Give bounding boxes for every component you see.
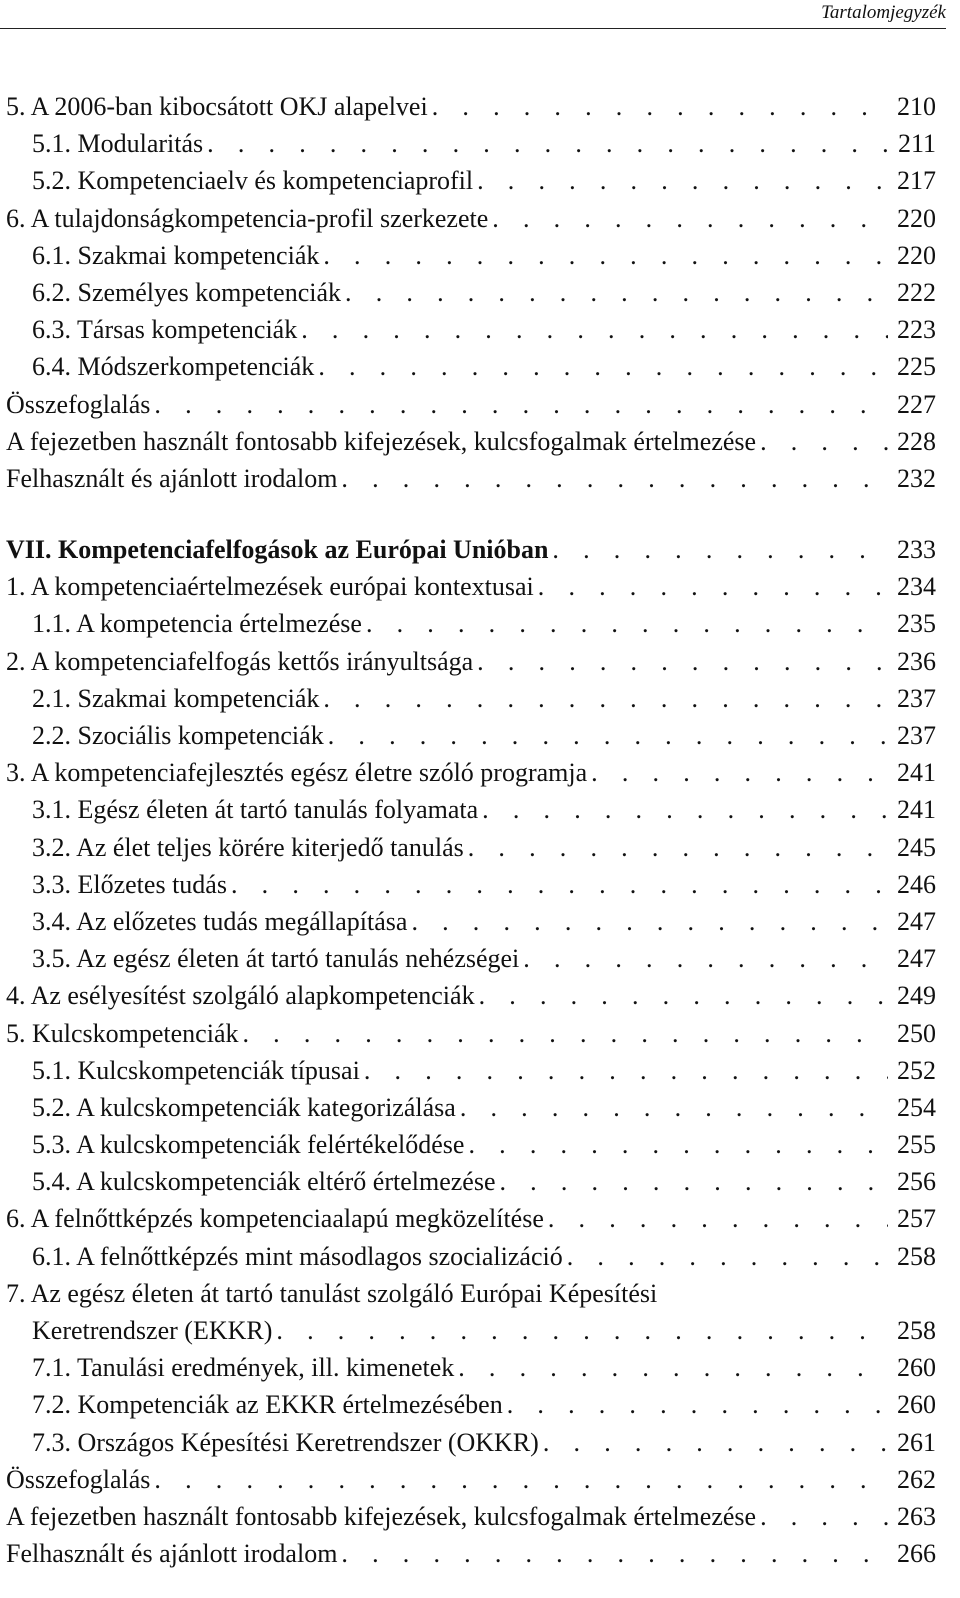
toc-page-number: 256 [897, 1167, 936, 1197]
toc-page-number: 255 [897, 1130, 936, 1160]
toc-entry-title: 6. A tulajdonságkompetencia-profil szerkezete [6, 203, 489, 233]
dot-leader [301, 311, 888, 348]
dot-leader [341, 1535, 888, 1572]
dot-leader [468, 1126, 888, 1163]
toc-page-number: 222 [897, 277, 936, 307]
toc-entry-title: 6.4. Módszerkompetenciák [32, 352, 315, 382]
toc-entry[interactable] [6, 605, 936, 642]
toc-entry-title: 2.2. Szociális kompetenciák [32, 721, 324, 750]
dot-leader [543, 1424, 888, 1461]
toc-page-number: 233 [897, 535, 936, 565]
toc-entry[interactable] [6, 1498, 936, 1535]
toc-entry[interactable] [6, 791, 936, 828]
toc-page-number: 247 [897, 906, 936, 936]
toc-entry[interactable] [6, 460, 936, 497]
toc-page-number: 258 [897, 1241, 936, 1271]
toc-page-number: 257 [897, 1204, 936, 1234]
toc-entry-title: 4. Az esélyesítést szolgáló alapkompetenciák [6, 981, 475, 1011]
toc-entry[interactable] [6, 1126, 936, 1163]
toc-entry-title: 6.1. Szakmai kompetenciák [32, 240, 320, 270]
toc-entry[interactable] [6, 903, 936, 940]
dot-leader [323, 237, 888, 274]
dot-leader [500, 1163, 889, 1200]
toc-page-number: 225 [897, 352, 936, 382]
toc-page-number: 252 [897, 1055, 936, 1085]
toc-entry-title: 5.2. Kompetenciaelv és kompetenciaprofil [32, 166, 474, 196]
toc-entry-title: A fejezetben használt fontosabb kifejezések, kulcsfogalmak értelmezése [6, 1501, 757, 1531]
dot-leader [318, 348, 888, 385]
toc-entry[interactable] [6, 1461, 936, 1498]
toc-entry[interactable] [6, 311, 936, 348]
toc-entry[interactable] [6, 1275, 936, 1312]
toc-entry-title: 5.4. A kulcskompetenciák eltérő értelmezése [32, 1167, 496, 1197]
toc-entry-title: VII. Kompetenciafelfogások az Európai Unióban [6, 535, 549, 565]
toc-page-number: 236 [897, 646, 936, 676]
toc-entry-title: 3.5. Az egész életen át tartó tanulás nehézségei [32, 944, 520, 974]
dot-leader [507, 1386, 888, 1423]
dot-leader [341, 460, 888, 497]
toc-page-number: 260 [897, 1390, 936, 1420]
dot-leader [207, 125, 888, 162]
dot-leader [760, 1498, 888, 1535]
toc-entry-title: 7. Az egész életen át tartó tanulást szolgáló Európai Képesítési [6, 1278, 658, 1308]
toc-entry[interactable] [6, 977, 936, 1014]
toc-entry[interactable] [6, 531, 936, 568]
toc-entry-title: 5.1. Modularitás [32, 129, 204, 159]
dot-leader [567, 1238, 888, 1275]
toc-entry[interactable] [6, 1163, 936, 1200]
toc-entry[interactable] [6, 866, 936, 903]
toc-entry-title: 3.4. Az előzetes tudás megállapítása [32, 906, 408, 936]
toc-page-number: 249 [897, 981, 936, 1011]
toc-page-number: 237 [897, 721, 936, 750]
toc-entry-title: Felhasznált és ajánlott irodalom [6, 1539, 338, 1569]
toc-page-number: 227 [897, 389, 936, 419]
toc-entry-title: 1. A kompetenciaértelmezések európai kontextusai [6, 572, 534, 602]
running-header [0, 0, 946, 29]
dot-leader [538, 568, 888, 605]
toc-entry-title: 2.1. Szakmai kompetenciák [32, 683, 320, 713]
toc-entry[interactable] [6, 1238, 936, 1275]
toc-entry-title: 3. A kompetenciafejlesztés egész életre szóló programja [6, 758, 588, 788]
toc-page-number: 234 [897, 572, 936, 602]
dot-leader [548, 1200, 888, 1237]
toc-page-number: 232 [897, 463, 936, 493]
toc-page-number: 258 [897, 1316, 936, 1345]
toc-entry-title: 6. A felnőttképzés kompetenciaalapú megközelítése [6, 1204, 544, 1234]
toc-entry[interactable] [6, 1015, 936, 1052]
dot-leader [458, 1349, 888, 1386]
dot-leader [460, 1089, 888, 1126]
dot-leader [482, 791, 888, 828]
toc-entry[interactable] [6, 940, 936, 977]
toc-entry[interactable] [6, 125, 936, 162]
toc-entry[interactable] [6, 754, 936, 791]
toc-entry-title: 5.1. Kulcskompetenciák típusai [32, 1055, 360, 1085]
toc-page-number: 246 [897, 869, 936, 899]
toc-entry[interactable] [6, 386, 936, 423]
toc-page-number: 210 [897, 92, 936, 121]
dot-leader [468, 829, 888, 866]
dot-leader [479, 977, 888, 1014]
toc-entry-title: Felhasznált és ajánlott irodalom [6, 463, 338, 493]
toc-section [6, 531, 936, 1572]
dot-leader [477, 643, 888, 680]
dot-leader [366, 605, 888, 642]
toc-entry-title: 7.2. Kompetenciák az EKKR értelmezésében [32, 1390, 503, 1420]
toc-entry[interactable] [6, 829, 936, 866]
toc-page-number: 261 [897, 1427, 936, 1457]
toc-entry[interactable] [6, 717, 936, 754]
dot-leader [345, 274, 888, 311]
dot-leader [591, 754, 888, 791]
running-title: Tartalomjegyzék [821, 2, 946, 23]
toc-entry[interactable] [6, 1349, 936, 1386]
toc-entry[interactable] [6, 423, 936, 460]
toc-entry-title: 6.1. A felnőttképzés mint másodlagos szocializáció [32, 1241, 563, 1271]
toc-page-number: 241 [897, 795, 936, 825]
toc-entry-title: Összefoglalás [6, 1464, 151, 1494]
toc-entry-title: 5. A 2006-ban kibocsátott OKJ alapelvei [6, 92, 428, 121]
toc-page-number: 263 [897, 1501, 936, 1531]
toc-entry-title: 3.2. Az élet teljes körére kiterjedő tanulás [32, 832, 464, 862]
toc-page-number: 262 [897, 1464, 936, 1494]
toc-entry-title: 6.3. Társas kompetenciák [32, 315, 298, 345]
dot-leader [411, 903, 888, 940]
toc-entry[interactable] [6, 680, 936, 717]
toc-page-number: 245 [897, 832, 936, 862]
toc-page-number: 250 [897, 1018, 936, 1048]
dot-leader [492, 200, 888, 237]
toc-page-number: 220 [897, 240, 936, 270]
dot-leader [231, 866, 888, 903]
toc-entry-title: A fejezetben használt fontosabb kifejezések, kulcsfogalmak értelmezése [6, 426, 757, 456]
dot-leader [523, 940, 888, 977]
toc-entry-title: 5.3. A kulcskompetenciák felértékelődése [32, 1130, 465, 1160]
toc-entry[interactable] [6, 1089, 936, 1126]
dot-leader [328, 717, 888, 754]
toc-entry[interactable] [6, 1386, 936, 1423]
toc-entry[interactable] [6, 1200, 936, 1237]
toc-entry-title: 7.3. Országos Képesítési Keretrendszer (OKKR) [32, 1427, 539, 1457]
toc-page-number: 266 [897, 1539, 936, 1569]
toc-entry-title: 2. A kompetenciafelfogás kettős irányultsága [6, 646, 474, 676]
toc-page-number: 247 [897, 944, 936, 974]
toc-entry[interactable] [6, 1535, 936, 1572]
toc-page-number: 237 [897, 683, 936, 713]
toc-entry-title: 5.2. A kulcskompetenciák kategorizálása [32, 1092, 456, 1122]
toc-entry[interactable] [6, 162, 936, 199]
dot-leader [477, 162, 888, 199]
toc-entry[interactable] [6, 348, 936, 385]
toc-entry-title: Összefoglalás [6, 389, 151, 419]
dot-leader [432, 88, 888, 125]
toc-entry-title: 5. Kulcskompetenciák [6, 1018, 239, 1048]
toc-entry-title: 7.1. Tanulási eredmények, ill. kimenetek [32, 1353, 455, 1383]
toc-entry[interactable] [6, 1424, 936, 1461]
dot-leader [243, 1015, 889, 1052]
toc-entry[interactable] [6, 237, 936, 274]
toc-entry-title: 6.2. Személyes kompetenciák [32, 277, 342, 307]
toc-section [6, 88, 936, 497]
toc-page-number: 220 [897, 203, 936, 233]
toc-entry-title: Keretrendszer (EKKR) [32, 1316, 273, 1345]
toc-entry[interactable] [6, 1312, 936, 1349]
dot-leader [760, 423, 888, 460]
dot-leader [276, 1312, 888, 1349]
dot-leader [154, 1461, 888, 1498]
toc-page-number: 217 [897, 166, 936, 196]
toc-page-number: 254 [897, 1092, 936, 1122]
toc-entry[interactable] [6, 200, 936, 237]
toc-page-number: 223 [897, 315, 936, 345]
dot-leader [323, 680, 888, 717]
toc-entry[interactable] [6, 1052, 936, 1089]
toc-page-number: 211 [897, 129, 936, 159]
toc-page-number: 260 [897, 1353, 936, 1383]
toc-entry-title: 3.3. Előzetes tudás [32, 869, 227, 899]
toc-page-number: 228 [897, 426, 936, 456]
toc-entry[interactable] [6, 568, 936, 605]
toc-page-number: 235 [897, 609, 936, 639]
toc-entry[interactable] [6, 643, 936, 680]
toc-entry-title: 3.1. Egész életen át tartó tanulás folyamata [32, 795, 479, 825]
toc-page-number: 241 [897, 758, 936, 788]
dot-leader [364, 1052, 888, 1089]
table-of-contents [6, 88, 936, 1572]
dot-leader [552, 531, 888, 568]
dot-leader [154, 386, 888, 423]
toc-entry[interactable] [6, 88, 936, 125]
toc-entry-title: 1.1. A kompetencia értelmezése [32, 609, 362, 639]
toc-entry[interactable] [6, 274, 936, 311]
